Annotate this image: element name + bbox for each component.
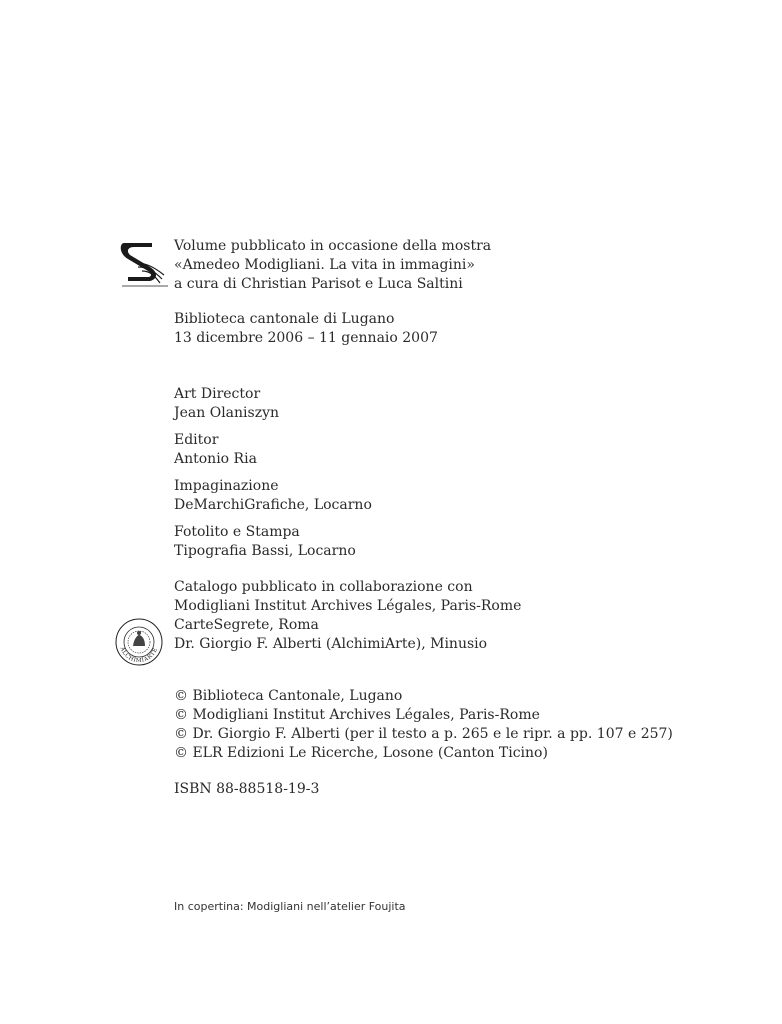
credit-printing xyxy=(174,523,356,561)
alchimiarte-seal-icon xyxy=(114,617,164,667)
credit-art-director xyxy=(174,385,279,423)
seal-text: ALCHIMIARTE xyxy=(118,646,160,665)
credit-role: Fotolito e Stampa xyxy=(174,524,300,540)
credit-name: Antonio Ria xyxy=(174,451,257,467)
venue-line: Biblioteca cantonale di Lugano xyxy=(174,311,395,327)
intro-block xyxy=(174,237,491,294)
intro-line: Volume pubblicato in occasione della mostra xyxy=(174,238,492,254)
collaboration-line: Catalogo pubblicato in collaborazione con xyxy=(174,579,473,595)
credit-name: Tipografia Bassi, Locarno xyxy=(174,543,356,559)
credit-editor xyxy=(174,431,257,469)
isbn: ISBN 88-88518-19-3 xyxy=(174,781,320,797)
venue-block xyxy=(174,310,438,348)
copyright-block xyxy=(174,687,673,763)
credit-role: Impaginazione xyxy=(174,478,279,494)
copyright-line: © ELR Edizioni Le Ricerche, Losone (Canton Ticino) xyxy=(174,745,548,761)
cover-caption: In copertina: Modigliani nell’atelier Foujita xyxy=(174,900,406,913)
credit-layout xyxy=(174,477,372,515)
intro-line: a cura di Christian Parisot e Luca Saltini xyxy=(174,276,463,292)
venue-line: 13 dicembre 2006 – 11 gennaio 2007 xyxy=(174,330,438,346)
publisher-logo-icon xyxy=(120,241,170,287)
intro-line: «Amedeo Modigliani. La vita in immagini» xyxy=(174,257,475,273)
collaboration-line: Modigliani Institut Archives Légales, Paris-Rome xyxy=(174,598,522,614)
collaboration-line: Dr. Giorgio F. Alberti (AlchimiArte), Minusio xyxy=(174,636,488,652)
copyright-line: © Modigliani Institut Archives Légales, Paris-Rome xyxy=(174,707,540,723)
isbn-block xyxy=(174,780,319,799)
collaboration-block xyxy=(174,578,521,654)
collaboration-line: CarteSegrete, Roma xyxy=(174,617,319,633)
credit-role: Art Director xyxy=(174,386,261,402)
credit-name: Jean Olaniszyn xyxy=(174,405,279,421)
credit-name: DeMarchiGrafiche, Locarno xyxy=(174,497,372,513)
copyright-line: © Dr. Giorgio F. Alberti (per il testo a p. 265 e le ripr. a pp. 107 e 257) xyxy=(174,726,673,742)
copyright-line: © Biblioteca Cantonale, Lugano xyxy=(174,688,403,704)
credit-role: Editor xyxy=(174,432,219,448)
